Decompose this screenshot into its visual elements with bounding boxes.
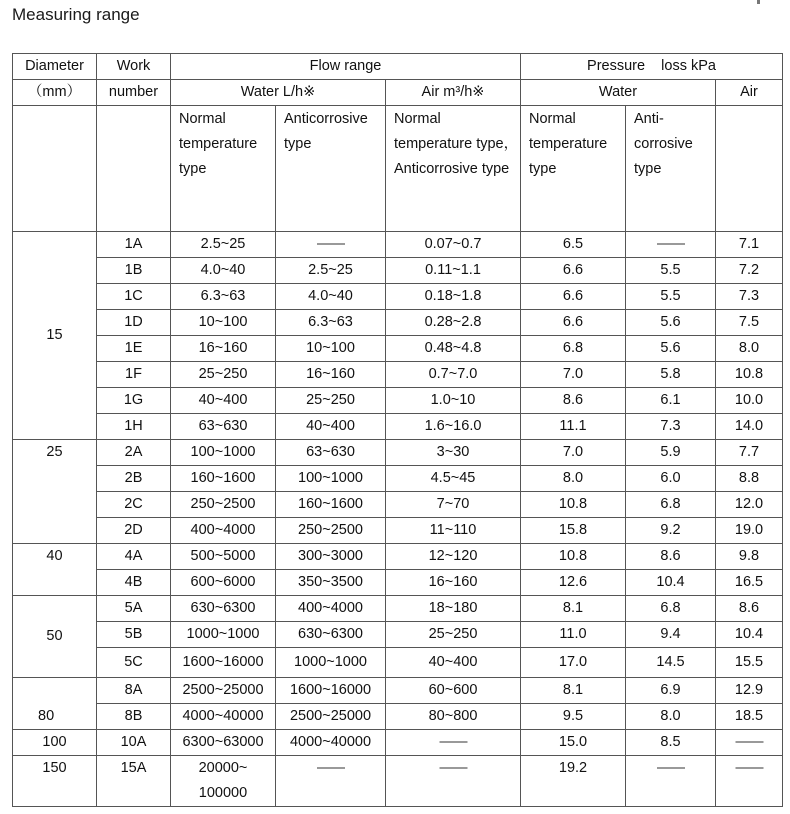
pressure-air-cell: 7.2 <box>716 258 783 284</box>
air-range-cell: 16~160 <box>386 570 521 596</box>
water-normal-range-cell: 600~6000 <box>171 570 276 596</box>
pressure-water-anticorrosive-cell: 5.9 <box>626 440 716 466</box>
pressure-water-normal-cell: 15.0 <box>521 730 626 756</box>
water-normal-range-cell: 2.5~25 <box>171 232 276 258</box>
water-anticorrosive-range-cell: 63~630 <box>276 440 386 466</box>
air-range-cell: 3~30 <box>386 440 521 466</box>
table-row <box>13 570 783 596</box>
water-normal-range-cell: 1600~16000 <box>171 648 276 678</box>
pressure-air-cell: 7.5 <box>716 310 783 336</box>
work-number-cell: 5A <box>97 596 171 622</box>
work-number-cell: 2A <box>97 440 171 466</box>
air-range-cell: —— <box>386 756 521 807</box>
water-normal-range-cell: 160~1600 <box>171 466 276 492</box>
air-range-cell: 40~400 <box>386 648 521 678</box>
header-row-3 <box>13 106 783 232</box>
diameter-cell: 150 <box>13 756 97 807</box>
water-anticorrosive-range-cell: 4.0~40 <box>276 284 386 310</box>
water-anticorrosive-range-cell: 25~250 <box>276 388 386 414</box>
pressure-water-normal-cell: 11.1 <box>521 414 626 440</box>
header-pressure-loss: Pressure loss kPa <box>521 54 783 80</box>
work-number-cell: 5C <box>97 648 171 678</box>
pressure-water-anticorrosive-cell: 6.1 <box>626 388 716 414</box>
pressure-water-anticorrosive-cell: 5.8 <box>626 362 716 388</box>
pressure-water-anticorrosive-cell: 5.5 <box>626 284 716 310</box>
water-normal-range-cell: 25~250 <box>171 362 276 388</box>
water-anticorrosive-range-cell: 400~4000 <box>276 596 386 622</box>
pressure-air-cell: 7.7 <box>716 440 783 466</box>
pressure-water-anticorrosive-cell: —— <box>626 232 716 258</box>
water-normal-range-cell: 6300~63000 <box>171 730 276 756</box>
table-row <box>13 622 783 648</box>
air-range-cell: 7~70 <box>386 492 521 518</box>
header-row-1 <box>13 54 783 80</box>
pressure-water-normal-cell: 7.0 <box>521 362 626 388</box>
diameter-cell: 40 <box>13 544 97 596</box>
water-anticorrosive-range-cell: 10~100 <box>276 336 386 362</box>
air-range-cell: 4.5~45 <box>386 466 521 492</box>
water-normal-range-cell: 10~100 <box>171 310 276 336</box>
pressure-water-anticorrosive-cell: 6.9 <box>626 678 716 704</box>
work-number-cell: 10A <box>97 730 171 756</box>
pressure-water-anticorrosive-cell: 8.0 <box>626 704 716 730</box>
water-normal-range-cell: 250~2500 <box>171 492 276 518</box>
pressure-water-normal-cell: 19.2 <box>521 756 626 807</box>
work-number-cell: 1A <box>97 232 171 258</box>
water-anticorrosive-range-cell: 40~400 <box>276 414 386 440</box>
table-row <box>13 492 783 518</box>
header-air-types: Normal temperature type，Anticorrosive type <box>386 106 521 232</box>
air-range-cell: 0.28~2.8 <box>386 310 521 336</box>
pressure-water-anticorrosive-cell: 6.8 <box>626 596 716 622</box>
pressure-air-cell: 10.4 <box>716 622 783 648</box>
pressure-water-anticorrosive-cell: 9.4 <box>626 622 716 648</box>
diameter-cell: 80 <box>13 678 97 730</box>
pressure-air-cell: 19.0 <box>716 518 783 544</box>
air-range-cell: 12~120 <box>386 544 521 570</box>
pressure-air-cell: 7.3 <box>716 284 783 310</box>
work-number-cell: 8B <box>97 704 171 730</box>
water-normal-range-cell: 40~400 <box>171 388 276 414</box>
header-water-pressure: Water <box>521 80 716 106</box>
header-air-pressure: Air <box>716 80 783 106</box>
pressure-water-normal-cell: 11.0 <box>521 622 626 648</box>
pressure-air-cell: 16.5 <box>716 570 783 596</box>
work-number-cell: 1B <box>97 258 171 284</box>
water-anticorrosive-range-cell: —— <box>276 232 386 258</box>
header-number: number <box>97 80 171 106</box>
table-row <box>13 440 783 466</box>
water-anticorrosive-range-cell: 300~3000 <box>276 544 386 570</box>
page-title: Measuring range <box>12 5 140 24</box>
water-normal-range-cell: 400~4000 <box>171 518 276 544</box>
water-anticorrosive-range-cell: 4000~40000 <box>276 730 386 756</box>
table-row <box>13 518 783 544</box>
pressure-air-cell: 12.9 <box>716 678 783 704</box>
air-range-cell: 0.11~1.1 <box>386 258 521 284</box>
work-number-cell: 2B <box>97 466 171 492</box>
water-normal-range-cell: 16~160 <box>171 336 276 362</box>
table-row <box>13 466 783 492</box>
pressure-water-normal-cell: 10.8 <box>521 544 626 570</box>
work-number-cell: 1F <box>97 362 171 388</box>
pressure-water-normal-cell: 10.8 <box>521 492 626 518</box>
work-number-cell: 2C <box>97 492 171 518</box>
air-range-cell: 25~250 <box>386 622 521 648</box>
diameter-cell: 25 <box>13 440 97 544</box>
water-anticorrosive-range-cell: 1000~1000 <box>276 648 386 678</box>
air-range-cell: —— <box>386 730 521 756</box>
pressure-water-anticorrosive-cell: 9.2 <box>626 518 716 544</box>
air-range-cell: 1.0~10 <box>386 388 521 414</box>
air-range-cell: 1.6~16.0 <box>386 414 521 440</box>
water-normal-range-cell: 100~1000 <box>171 440 276 466</box>
table-row <box>13 596 783 622</box>
water-anticorrosive-range-cell: 2500~25000 <box>276 704 386 730</box>
water-anticorrosive-range-cell: 250~2500 <box>276 518 386 544</box>
header-diameter: Diameter <box>13 54 97 80</box>
pressure-air-cell: 7.1 <box>716 232 783 258</box>
table-row <box>13 284 783 310</box>
pressure-water-anticorrosive-cell: 5.6 <box>626 310 716 336</box>
water-anticorrosive-range-cell: —— <box>276 756 386 807</box>
pressure-water-normal-cell: 15.8 <box>521 518 626 544</box>
pressure-air-cell: 8.6 <box>716 596 783 622</box>
pressure-air-cell: 10.0 <box>716 388 783 414</box>
water-anticorrosive-range-cell: 1600~16000 <box>276 678 386 704</box>
pressure-water-anticorrosive-cell: 8.6 <box>626 544 716 570</box>
air-range-cell: 0.48~4.8 <box>386 336 521 362</box>
diameter-cell: 100 <box>13 730 97 756</box>
pressure-air-cell: 12.0 <box>716 492 783 518</box>
water-normal-range-cell: 4.0~40 <box>171 258 276 284</box>
water-normal-range-cell: 500~5000 <box>171 544 276 570</box>
header-row-2 <box>13 80 783 106</box>
header-diameter-unit: （mm） <box>13 80 97 106</box>
table-row <box>13 730 783 756</box>
air-range-cell: 11~110 <box>386 518 521 544</box>
header-pressure-water-normal: Normal temperature type <box>521 106 626 232</box>
pressure-air-cell: —— <box>716 730 783 756</box>
work-number-cell: 1H <box>97 414 171 440</box>
pressure-water-normal-cell: 6.6 <box>521 310 626 336</box>
water-normal-range-cell: 20000~ 100000 <box>171 756 276 807</box>
water-normal-range-cell: 4000~40000 <box>171 704 276 730</box>
work-number-cell: 8A <box>97 678 171 704</box>
pressure-water-normal-cell: 6.8 <box>521 336 626 362</box>
work-number-cell: 4B <box>97 570 171 596</box>
pressure-water-anticorrosive-cell: 5.6 <box>626 336 716 362</box>
water-anticorrosive-range-cell: 2.5~25 <box>276 258 386 284</box>
work-number-cell: 1C <box>97 284 171 310</box>
table-row <box>13 678 783 704</box>
table-row <box>13 648 783 678</box>
water-normal-range-cell: 2500~25000 <box>171 678 276 704</box>
header-water-normal: Normal temperature type <box>171 106 276 232</box>
table-row <box>13 336 783 362</box>
pressure-water-normal-cell: 17.0 <box>521 648 626 678</box>
pressure-water-normal-cell: 8.1 <box>521 596 626 622</box>
table-row <box>13 544 783 570</box>
water-anticorrosive-range-cell: 630~6300 <box>276 622 386 648</box>
header-pressure-water-anticorrosive: Anti-corrosive type <box>626 106 716 232</box>
pressure-water-normal-cell: 9.5 <box>521 704 626 730</box>
pressure-water-normal-cell: 6.5 <box>521 232 626 258</box>
pressure-water-normal-cell: 8.0 <box>521 466 626 492</box>
header-pressure-air <box>716 106 783 232</box>
work-number-cell: 4A <box>97 544 171 570</box>
water-anticorrosive-range-cell: 350~3500 <box>276 570 386 596</box>
pressure-water-normal-cell: 7.0 <box>521 440 626 466</box>
table-row <box>13 414 783 440</box>
work-number-cell: 1D <box>97 310 171 336</box>
pressure-air-cell: 15.5 <box>716 648 783 678</box>
pressure-water-anticorrosive-cell: 7.3 <box>626 414 716 440</box>
pressure-water-anticorrosive-cell: 8.5 <box>626 730 716 756</box>
pressure-water-anticorrosive-cell: 6.8 <box>626 492 716 518</box>
table-row <box>13 232 783 258</box>
header-water-anticorrosive: Anticorrosive type <box>276 106 386 232</box>
pressure-air-cell: 8.0 <box>716 336 783 362</box>
pressure-air-cell: 9.8 <box>716 544 783 570</box>
pressure-air-cell: 10.8 <box>716 362 783 388</box>
work-number-cell: 2D <box>97 518 171 544</box>
water-anticorrosive-range-cell: 16~160 <box>276 362 386 388</box>
water-normal-range-cell: 630~6300 <box>171 596 276 622</box>
table-row <box>13 258 783 284</box>
header-empty-work <box>97 106 171 232</box>
pressure-water-normal-cell: 6.6 <box>521 284 626 310</box>
water-normal-range-cell: 1000~1000 <box>171 622 276 648</box>
water-anticorrosive-range-cell: 6.3~63 <box>276 310 386 336</box>
pressure-water-normal-cell: 8.6 <box>521 388 626 414</box>
pressure-air-cell: 14.0 <box>716 414 783 440</box>
pressure-water-normal-cell: 12.6 <box>521 570 626 596</box>
table-row <box>13 310 783 336</box>
pressure-water-normal-cell: 6.6 <box>521 258 626 284</box>
measuring-range-table <box>12 53 783 807</box>
header-work: Work <box>97 54 171 80</box>
corner-mark <box>757 0 760 4</box>
work-number-cell: 1E <box>97 336 171 362</box>
air-range-cell: 0.07~0.7 <box>386 232 521 258</box>
pressure-air-cell: —— <box>716 756 783 807</box>
table-row <box>13 362 783 388</box>
header-empty-diameter <box>13 106 97 232</box>
air-range-cell: 80~800 <box>386 704 521 730</box>
work-number-cell: 5B <box>97 622 171 648</box>
air-range-cell: 18~180 <box>386 596 521 622</box>
pressure-water-anticorrosive-cell: —— <box>626 756 716 807</box>
water-normal-range-cell: 6.3~63 <box>171 284 276 310</box>
air-range-cell: 60~600 <box>386 678 521 704</box>
water-normal-range-cell: 63~630 <box>171 414 276 440</box>
table-row <box>13 756 783 807</box>
air-range-cell: 0.7~7.0 <box>386 362 521 388</box>
pressure-air-cell: 18.5 <box>716 704 783 730</box>
pressure-water-anticorrosive-cell: 10.4 <box>626 570 716 596</box>
work-number-cell: 1G <box>97 388 171 414</box>
pressure-water-anticorrosive-cell: 14.5 <box>626 648 716 678</box>
table-row <box>13 388 783 414</box>
header-flow-range: Flow range <box>171 54 521 80</box>
water-anticorrosive-range-cell: 100~1000 <box>276 466 386 492</box>
diameter-cell: 50 <box>13 596 97 678</box>
header-water-flow: Water L/h※ <box>171 80 386 106</box>
pressure-water-anticorrosive-cell: 6.0 <box>626 466 716 492</box>
work-number-cell: 15A <box>97 756 171 807</box>
table-row <box>13 704 783 730</box>
pressure-air-cell: 8.8 <box>716 466 783 492</box>
diameter-cell: 15 <box>13 232 97 440</box>
water-anticorrosive-range-cell: 160~1600 <box>276 492 386 518</box>
air-range-cell: 0.18~1.8 <box>386 284 521 310</box>
pressure-water-normal-cell: 8.1 <box>521 678 626 704</box>
header-air-flow: Air m³/h※ <box>386 80 521 106</box>
pressure-water-anticorrosive-cell: 5.5 <box>626 258 716 284</box>
